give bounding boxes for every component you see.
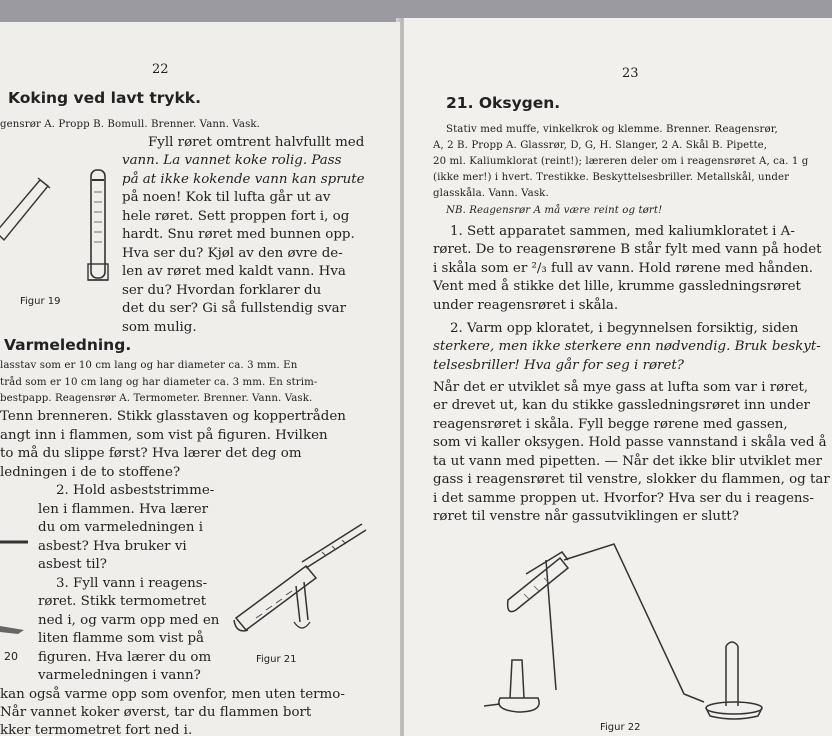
text-line: reagensrøret i skåla. Fyll begge rørene med gassen, [433, 417, 788, 432]
text-line: ta ut vann med pipetten. — Når det ikke blir utviklet mer [433, 454, 823, 469]
text-line: liten flamme som vist på [38, 631, 205, 646]
section-title-oksygen: 21. Oksygen. [446, 94, 561, 112]
text-line: som mulig. [122, 320, 197, 335]
materials-line: tråd som er 10 cm lang og har diameter ca. 3 mm. En strim- [0, 377, 318, 388]
figure-21-thermometer-illustration [226, 522, 376, 662]
section-title-varmeledning: Varmeledning. [4, 336, 132, 354]
text-line: ledningen i de to stoffene? [0, 465, 181, 480]
materials-line: Stativ med muffe, vinkelkrok og klemme. Brenner. Reagensrør, [446, 124, 778, 135]
materials-line: (ikke mer!) i hvert. Trestikke. Beskyttelsesbriller. Metallskål, under [433, 172, 790, 183]
text-line: sterkere, men ikke sterkere enn nødvendig. Bruk beskyt- [433, 339, 821, 354]
text-line: gass i reagensrøret til venstre, slokker du flammen, og tar [433, 472, 830, 487]
nb-note: NB. Reagensrør A må være reint og tørt! [446, 205, 663, 216]
materials-line: glasskåla. Vann. Vask. [433, 188, 549, 199]
text-line: på noen! Kok til lufta går ut av [122, 190, 331, 205]
text-line: under reagensrøret i skåla. [433, 298, 619, 313]
text-line: hardt. Snu røret med bunnen opp. [122, 227, 355, 242]
text-line: røret. Stikk termometret [38, 594, 207, 609]
materials-koking: gensrør A. Propp B. Bomull. Brenner. Vann. Vask. [0, 119, 261, 130]
text-line: det du ser? Gi så fullstendig svar [122, 301, 347, 316]
text-line: du om varmeledningen i [38, 520, 204, 535]
text-line: i det samme proppen ut. Hvorfor? Hva ser du i reagens- [433, 491, 814, 506]
text-line: len av røret med kaldt vann. Hva [122, 264, 346, 279]
text-line: 2. Varm opp kloratet, i begynnelsen forsiktig, siden [450, 321, 799, 336]
text-line: Når det er utviklet så mye gass at lufta som var i røret, [433, 380, 809, 395]
materials-line: lasstav som er 10 cm lang og har diameter ca. 3 mm. En [0, 360, 298, 371]
text-line: ned i, og varm opp med en [38, 613, 220, 628]
figure-caption-19: Figur 19 [20, 296, 61, 307]
page-number-right: 23 [622, 66, 639, 81]
text-line: kker termometret fort ned i. [0, 723, 193, 736]
text-line: Fyll røret omtrent halvfullt med [148, 135, 365, 150]
text-line: Vent med å stikke det lille, krumme gassledningsrøret [433, 279, 801, 294]
figure-20-rod-illustration [0, 534, 40, 644]
text-line: 2. Hold asbeststrimme- [56, 483, 215, 498]
text-line: figuren. Hva lærer du om [38, 650, 212, 665]
text-line: asbest til? [38, 557, 107, 572]
text-line: vann. La vannet koke rolig. Pass [122, 153, 342, 168]
text-line: angt inn i flammen, som vist på figuren. Hvilken [0, 428, 328, 443]
text-line: 3. Fyll vann i reagens- [56, 576, 208, 591]
materials-line: bestpapp. Reagensrør A. Termometer. Brenner. Vann. Vask. [0, 393, 313, 404]
text-line: er drevet ut, kan du stikke gassledningsrøret inn under [433, 398, 810, 413]
text-line: Når vannet koker øverst, tar du flammen bort [0, 705, 312, 720]
text-line: som vi kaller oksygen. Hold passe vannstand i skåla ved å [433, 435, 827, 450]
text-line: len i flammen. Hva lærer [38, 502, 209, 517]
section-title-koking: Koking ved lavt trykk. [8, 89, 201, 107]
figure-22-apparatus-illustration [464, 530, 824, 730]
figure-caption-22: Figur 22 [600, 722, 641, 733]
text-line: hele røret. Sett proppen fort i, og [122, 209, 350, 224]
text-line: røret til venstre når gassutviklingen er slutt? [433, 509, 739, 524]
text-line: asbest? Hva bruker vi [38, 539, 187, 554]
figure-label-20: 20 [4, 650, 18, 663]
materials-line: A, 2 B. Propp A. Glassrør, D, G, H. Slanger, 2 A. Skål B. Pipette, [433, 140, 768, 151]
left-page [0, 22, 400, 736]
text-line: 1. Sett apparatet sammen, med kaliumkloratet i A- [450, 224, 795, 239]
right-page [404, 18, 832, 736]
text-line: varmeledningen i vann? [38, 668, 201, 683]
text-line: telsesbriller! Hva går for seg i røret? [433, 358, 684, 373]
text-line: kan også varme opp som ovenfor, men uten termo- [0, 687, 345, 702]
text-line: røret. De to reagensrørene B står fylt med vann på hodet [433, 242, 822, 257]
text-line: på at ikke kokende vann kan sprute [122, 172, 365, 187]
text-line: to må du slippe først? Hva lærer det deg om [0, 446, 302, 461]
text-line: i skåla som er ²/₃ full av vann. Hold rørene med hånden. [433, 261, 814, 276]
figure-19-test-tube-illustration [0, 152, 120, 302]
page-number-left: 22 [152, 62, 169, 77]
text-line: Hva ser du? Kjøl av den øvre de- [122, 246, 343, 261]
text-line: Tenn brenneren. Stikk glasstaven og koppertråden [0, 409, 346, 424]
materials-line: 20 ml. Kaliumklorat (reint!); læreren deler om i reagensrøret A, ca. 1 g [433, 156, 809, 167]
text-line: ser du? Hvordan forklarer du [122, 283, 322, 298]
figure-caption-21: Figur 21 [256, 654, 297, 665]
